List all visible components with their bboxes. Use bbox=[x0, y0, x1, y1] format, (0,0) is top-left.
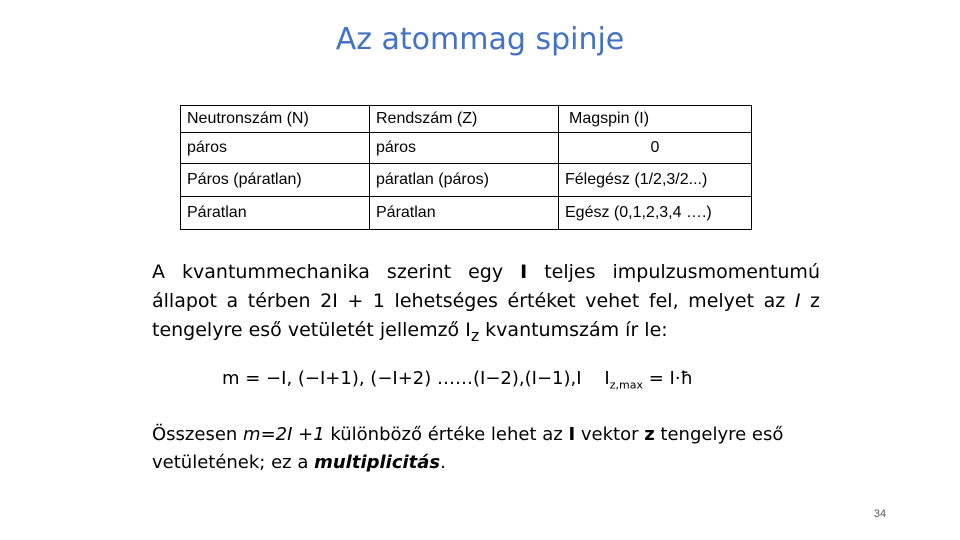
explanation-paragraph bbox=[152, 258, 820, 350]
summary-text: . bbox=[440, 452, 446, 473]
header-proton-number: Rendszám (Z) bbox=[370, 106, 559, 133]
iz-symbol: I bbox=[604, 368, 610, 389]
paragraph-text: z tengelyre eső vetületét jellemző I bbox=[152, 290, 820, 341]
table-cell: Páratlan bbox=[370, 197, 559, 230]
summary-text: különböző értéke lehet az bbox=[324, 424, 569, 445]
summary-symbol-i: I bbox=[568, 424, 576, 445]
iz-subscript: z,max bbox=[609, 378, 643, 392]
table-row bbox=[181, 164, 752, 197]
summary-text: Összesen bbox=[152, 424, 244, 445]
table-cell: páratlan (páros) bbox=[370, 164, 559, 197]
summary-paragraph bbox=[152, 421, 852, 477]
table-header-row bbox=[181, 106, 752, 133]
table-cell: Páratlan bbox=[181, 197, 370, 230]
summary-symbol-z: z bbox=[644, 424, 655, 445]
paragraph-text: teljes impulzusmomentumú állapot a térben 2I + 1 lehetséges értéket vehet fel, melyet az bbox=[152, 261, 820, 312]
table-cell: páros bbox=[370, 133, 559, 164]
page-number: 34 bbox=[873, 508, 887, 520]
paragraph-text: A kvantummechanika szerint egy bbox=[152, 261, 521, 283]
iz-value: = I·ħ bbox=[642, 368, 694, 389]
table-row bbox=[181, 197, 752, 230]
m-values-formula: m = −I, (−I+1), (−I+2) ……(I−2),(I−1),I bbox=[222, 368, 582, 389]
table-row bbox=[181, 133, 752, 164]
paragraph-text: kvantumszám ír le: bbox=[479, 319, 668, 341]
table-cell: páros bbox=[181, 133, 370, 164]
spin-table bbox=[180, 105, 752, 230]
table-cell: Félegész (1/2,3/2...) bbox=[559, 164, 752, 197]
formula-line bbox=[222, 368, 693, 392]
summary-text: tengelyre eső vetületének; ez a bbox=[152, 424, 784, 473]
header-neutron-number: Neutronszám (N) bbox=[181, 106, 370, 133]
paragraph-symbol-i-italic: I bbox=[794, 290, 801, 312]
summary-multiplicity: multiplicitás bbox=[314, 452, 441, 473]
slide-title: Az atommag spinje bbox=[335, 22, 625, 57]
table-cell: 0 bbox=[559, 133, 752, 164]
paragraph-subscript: z bbox=[470, 325, 480, 345]
summary-text: vektor bbox=[575, 424, 645, 445]
header-nuclear-spin: Magspin (I) bbox=[559, 106, 752, 133]
table-cell: Egész (0,1,2,3,4 ….) bbox=[559, 197, 752, 230]
summary-formula: m=2I +1 bbox=[243, 424, 325, 445]
table-cell: Páros (páratlan) bbox=[181, 164, 370, 197]
paragraph-symbol-i: I bbox=[520, 261, 528, 283]
